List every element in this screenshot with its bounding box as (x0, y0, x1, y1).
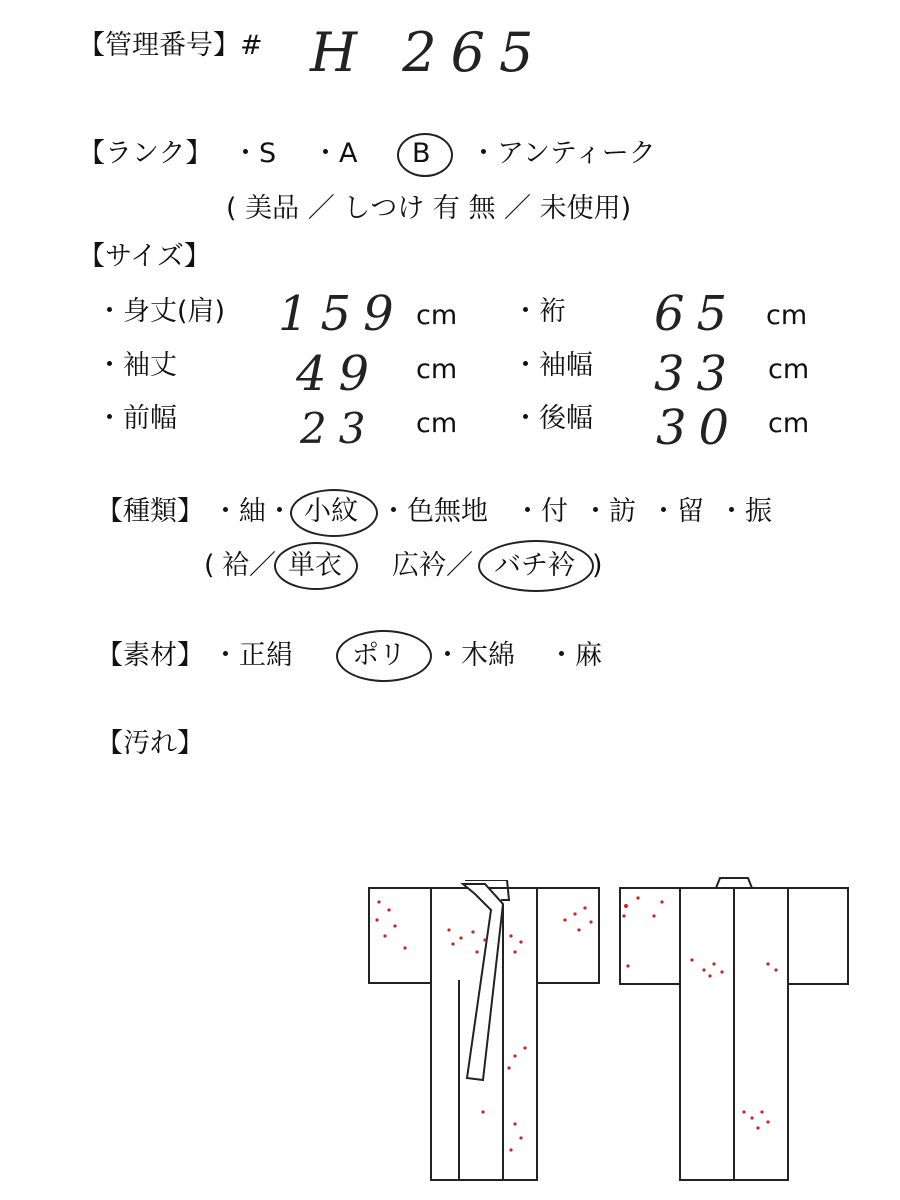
rank-option-antique: ・アンティーク (470, 138, 656, 169)
kind-label: 【種類】 (96, 496, 204, 527)
rank-option-b: B (412, 138, 431, 169)
kind-sub-close: ) (592, 550, 603, 581)
kind-sub-open: ( (204, 550, 215, 581)
kimono-back-diagram (618, 876, 858, 1186)
rank-label: 【ランク】 (78, 138, 213, 169)
kind-option-tome: ・留 (650, 496, 704, 527)
size-unit-sodehaba: cm (768, 354, 810, 385)
kind-option-tsumugi: ・紬 (212, 496, 266, 527)
kind-option-houmon: ・訪 (582, 496, 636, 527)
kind-sub-bachieri: バチ衿 (494, 550, 575, 581)
size-name-maehaba: ・前幅 (96, 403, 177, 434)
size-name-sodetake: ・袖丈 (96, 350, 177, 381)
kind-option-furi: ・振 (718, 496, 772, 527)
size-name-sodehaba: ・袖幅 (512, 350, 593, 381)
kind-option-tsuke: ・付 (514, 496, 568, 527)
size-name-ushirohaba: ・後幅 (512, 403, 593, 434)
material-option-poly: ポリ (352, 640, 406, 671)
size-unit-mitake: cm (416, 300, 458, 331)
size-value-mitake: 159 (278, 286, 406, 342)
rank-note: ( 美品 ／ しつけ 有 無 ／ 未使用) (226, 193, 632, 224)
size-value-yuki: 65 (654, 286, 740, 342)
material-option-shoken: ・正絹 (212, 640, 293, 671)
mgmt-value: H 265 (310, 21, 548, 84)
material-option-asa: ・麻 (548, 640, 602, 671)
size-unit-sodetake: cm (416, 354, 458, 385)
size-unit-ushirohaba: cm (768, 408, 810, 439)
size-value-sodehaba: 33 (654, 346, 740, 402)
size-value-maehaba: 23 (300, 404, 378, 453)
material-label: 【素材】 (96, 640, 204, 671)
kimono-front-diagram (365, 880, 605, 1190)
size-value-ushirohaba: 30 (656, 400, 742, 456)
kind-option-komon: 小紋 (304, 496, 358, 527)
size-name-mitake: ・身丈(肩) (96, 296, 226, 327)
size-unit-yuki: cm (766, 300, 808, 331)
rank-option-a: ・A (312, 138, 358, 169)
kind-sub-hitoe: 単衣 (288, 550, 342, 581)
stain-marks-back (622, 896, 777, 1129)
stain-label: 【汚れ】 (96, 728, 204, 759)
kind-option-iromuji: ・色無地 (380, 496, 488, 527)
kind-option-dot: ・ (266, 496, 293, 527)
kind-sub-awase: 袷／ (222, 550, 276, 581)
size-value-sodetake: 49 (296, 346, 382, 402)
size-name-yuki: ・裄 (512, 296, 566, 327)
size-unit-maehaba: cm (416, 408, 458, 439)
mgmt-label: 【管理番号】# (78, 30, 263, 61)
size-label: 【サイズ】 (78, 241, 211, 272)
rank-option-s: ・S (232, 138, 277, 169)
kind-sub-hiroeri: 広衿／ (392, 550, 473, 581)
material-option-momen: ・木綿 (434, 640, 515, 671)
